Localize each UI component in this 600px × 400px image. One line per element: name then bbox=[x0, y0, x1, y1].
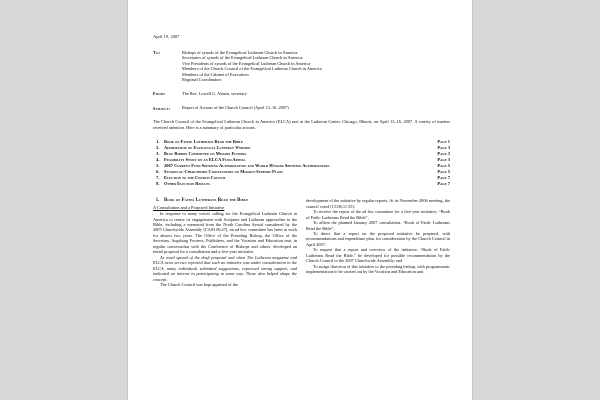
toc-title-prefix: Affirmation of bbox=[164, 144, 194, 150]
toc-number: 6. bbox=[156, 169, 160, 175]
two-column-body bbox=[153, 198, 450, 287]
body-paragraph: As word spread of the draft proposal and when The Lutheran magazine and ELCA news service reported that such an initiative was under consideration in the ELCA, many individuals submitted suggestions, expressed strong support, and indicated an interest in participating in some way. Those also helped shape the concept. bbox=[153, 254, 297, 282]
toc-page: Page 7 bbox=[437, 175, 450, 181]
toc-page: Page 3 bbox=[437, 144, 450, 150]
resolution-paragraph: To direct that a report on the proposed initiative be prepared, with recommendations and expenditure plan, for consideration by the Church Council in April 2007; bbox=[306, 231, 450, 247]
toc-title: Blue Ribbon Committee on Mission Funding bbox=[164, 150, 247, 156]
toc-title: Other Election Results bbox=[164, 181, 210, 187]
toc-number: 2. bbox=[156, 144, 160, 150]
memo-label-to: To: bbox=[153, 49, 161, 55]
table-of-contents bbox=[153, 139, 450, 188]
document-date: April 19, 2007 bbox=[153, 34, 180, 39]
toc-title: Election to the Church Council bbox=[164, 175, 227, 181]
memo-label-subject: Subject: bbox=[153, 105, 171, 111]
recipient-line: Members of the Church Council of the Evangelical Lutheran Church in America bbox=[182, 66, 322, 72]
toc-number: 3. bbox=[156, 150, 160, 156]
section-subheading: A Consultation and a Proposed Initiative bbox=[153, 205, 225, 211]
toc-title: 2007 Current Fund Spending Authorization and World Hunger Spending Authorization bbox=[164, 162, 330, 168]
sender-line: The Rev. Lowell G. Almen, secretary bbox=[182, 91, 247, 97]
memo-value-from bbox=[182, 91, 247, 97]
toc-item bbox=[153, 181, 450, 187]
toc-page: Page 7 bbox=[437, 181, 450, 187]
toc-title: Synodical-Churchwide Consultation on Mission-Support Plans bbox=[164, 169, 283, 175]
recipient-line: Vice Presidents of synods of the Evangelical Lutheran Church in America bbox=[182, 60, 311, 66]
resolution-paragraph: To assign direction of this initiative to the presiding bishop, with programmatic implementation to be carried out by the Vocation and Education unit. bbox=[306, 263, 450, 275]
recipient-line: Secretaries of synods of the Evangelical Lutheran Church in America bbox=[182, 55, 303, 61]
body-paragraph: The Church Council was kept apprised of the bbox=[160, 282, 238, 287]
memo-label-from: From: bbox=[153, 91, 166, 97]
section-number: 1. bbox=[155, 198, 160, 204]
intro-paragraph: The Church Council of the Evangelical Lutheran Church in America (ELCA) met at the Lutheran Center, Chicago, Illinois, on April 13–16, 2007. A variety of matters received attention. Here is a summary of particular actions. bbox=[153, 119, 450, 130]
resolution-paragraph: To request that a report and overview of the initiative, “Book of Faith: Lutherans Read the Bible,” be developed for possible recommendation by the Church Council to the 2007 Churchwide Assembly; and bbox=[306, 247, 450, 264]
recipient-line: Members of the Cabinet of Executives bbox=[182, 71, 249, 77]
subject-line: Report of Actions of the Church Council (April 13–16, 2007) bbox=[182, 105, 289, 111]
document-page bbox=[128, 0, 472, 400]
toc-title: Book of Faith: Lutherans Read the Bible bbox=[164, 138, 244, 144]
toc-number: 7. bbox=[156, 175, 160, 181]
resolution-paragraph: To affirm the planned January 2007 consultation, “Book of Faith: Lutherans Read the Bible”; bbox=[306, 220, 450, 231]
resolution-paragraph: To receive the report of the ad hoc committee for a five-year initiative, “Book of Faith: Lutherans Read the Bible”; bbox=[306, 209, 450, 220]
toc-number: 1. bbox=[156, 138, 160, 144]
memo-row-from bbox=[153, 91, 450, 97]
left-column bbox=[153, 198, 297, 287]
section-heading bbox=[153, 198, 297, 203]
toc-number: 8. bbox=[156, 181, 160, 187]
recipient-line: Regional Coordinators bbox=[182, 77, 222, 83]
body-paragraph: development of the initiative by regular reports. At its November 2006 meeting, the council voted [CC06.11.55]: bbox=[306, 198, 450, 209]
toc-page: Page 5 bbox=[437, 162, 450, 168]
toc-title-italic: Evangelical Lutheran Worship bbox=[193, 144, 251, 150]
memo-row-subject bbox=[153, 105, 450, 111]
toc-page: Page 1 bbox=[437, 138, 450, 144]
toc-number: 4. bbox=[156, 156, 160, 162]
toc-page: Page 3 bbox=[437, 156, 450, 162]
memo-value-subject bbox=[182, 105, 289, 111]
toc-number: 5. bbox=[156, 162, 160, 168]
toc-title: Feasibility Study on an ELCA Fund Appeal bbox=[164, 156, 246, 162]
recipient-line: Bishops of synods of the Evangelical Lutheran Church in America bbox=[182, 49, 298, 55]
section-title: Book of Faith: Lutherans Read the Bible bbox=[164, 198, 249, 204]
memo-value-to bbox=[182, 50, 322, 83]
body-paragraph: In response to many voices calling for the Evangelical Lutheran Church in America to renew its engagement with Scripture and Lutheran approaches to the Bible, including a memorial from the North Carolina Synod considered by the 2005 Churchwide Assembly [CA05.06.27], an ad hoc committee has been at work for almost two years. The Office of the Presiding Bishop, the Office of the Secretary, Augsburg Fortress, Publishers, and the Vocation and Education unit, in regular conversation with the Conference of Bishops and others, developed an initial proposal for a consultation and a five-year initiative. bbox=[153, 211, 297, 255]
toc-page: Page 3 bbox=[437, 150, 450, 156]
memo-row-to bbox=[153, 50, 450, 83]
right-column bbox=[306, 198, 450, 287]
toc-page: Page 5 bbox=[437, 169, 450, 175]
